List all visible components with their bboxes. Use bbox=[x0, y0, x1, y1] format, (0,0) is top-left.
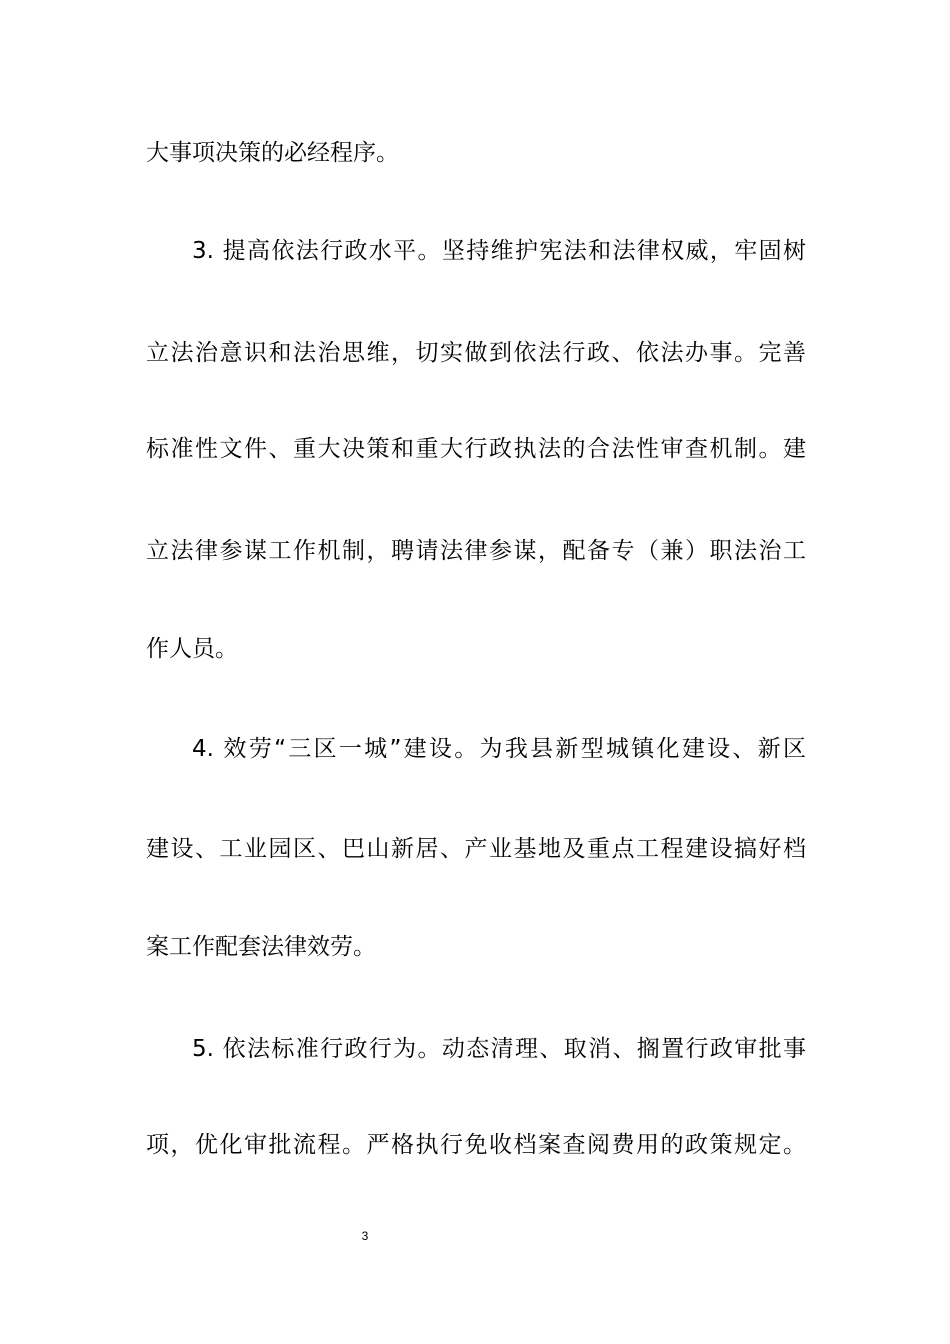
text-line: 案工作配套法律效劳。 bbox=[146, 934, 376, 960]
text-line: 4. 效劳“三区一城”建设。为我县新型城镇化建设、新区 bbox=[192, 736, 806, 762]
text-line: 建设、工业园区、巴山新居、产业基地及重点工程建设搞好档 bbox=[146, 836, 806, 862]
text-line: 立法治意识和法治思维，切实做到依法行政、依法办事。完善 bbox=[146, 340, 806, 366]
text-line: 5. 依法标准行政行为。动态清理、取消、搁置行政审批事 bbox=[192, 1036, 806, 1062]
text-line: 标准性文件、重大决策和重大行政执法的合法性审查机制。建 bbox=[146, 436, 806, 462]
text-line: 立法律参谋工作机制，聘请法律参谋，配备专（兼）职法治工 bbox=[146, 538, 806, 564]
page-number: 3 bbox=[361, 1229, 369, 1243]
text-line: 3. 提高依法行政水平。坚持维护宪法和法律权威，牢固树 bbox=[192, 238, 806, 264]
text-line: 作人员。 bbox=[146, 636, 238, 662]
text-line: 项，优化审批流程。严格执行免收档案查阅费用的政策规定。 bbox=[146, 1132, 806, 1158]
text-line: 大事项决策的必经程序。 bbox=[146, 140, 399, 166]
